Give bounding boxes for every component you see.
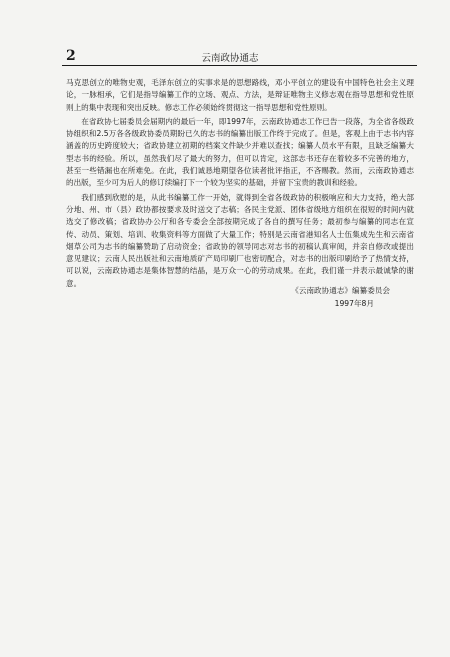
running-title: 云南政协通志: [201, 53, 259, 64]
paragraph-1: 马克思创立的唯物史观，毛泽东创立的实事求是的思想路线，邓小平创立的建设有中国特色社会主义理论，一脉相承，它们是指导编纂工作的立场、观点、方法，是辩证唯物主义修志观在指导思想和党性原则上的集中表现和突出反映。修志工作必须始终贯彻这一指导思想和党性原则。: [66, 78, 414, 112]
page-number: 2: [66, 48, 76, 64]
signature-date: 1997年8月: [334, 298, 374, 308]
body-text: [66, 77, 414, 292]
signature-author: 《云南政协通志》编纂委员会: [291, 286, 390, 295]
signature-block: [230, 285, 414, 310]
paragraph-2: 在省政协七届委员会届期内的最后一年，即1997年，云南政协通志工作已告一段落，为全省各级政协组织和2.5万各各级政协委员期盼已久的志书的编纂出版工作终于完成了。但是，客观上由于志书内容涵盖的历史跨度较大；省政协建立初期的档案文件缺少并难以查找；编纂人员水平有限，且缺乏编纂大型志书的经验。所以，虽然我们尽了最大的努力，但可以肯定，这部志书还存在着较多不完善的地方，甚至一些错漏也在所难免。在此，我们诚恳地期望各位读者批评指正，不吝赐教。然而，云南政协通志的出版，至少可为后人的修订续编打下一个较为坚实的基础，并留下宝贵的教训和经验。: [66, 116, 414, 188]
header-rule: [62, 65, 417, 66]
paragraph-3: 我们感到欣慰的是，从此书编纂工作一开始，就得到全省各级政协的积极响应和大力支持，绝大部分地、州、市（县）政协都按要求及时送交了志稿；各民主党派、团体省级地方组织在很短的时间内就选交了修改稿；省政协办公厅和各专委会全部按期完成了各自的撰写任务；最初参与编纂的同志在宣传、动员、策划、培训、收集资料等方面做了大量工作；特别是云南省港知名人士伍集成先生和云南省烟草公司为志书的编纂赞助了启动资金；省政协的领导同志对志书的初稿认真审阅，并亲自修改或提出意见建议；云南人民出版社和云南地质矿产局印刷厂也密切配合，对志书的出版印刷给予了热情支持，可以说，云南政协通志是集体智慧的结晶，是万众一心的劳动成果。在此，我们谨一并表示最诚挚的谢意。: [66, 192, 414, 288]
